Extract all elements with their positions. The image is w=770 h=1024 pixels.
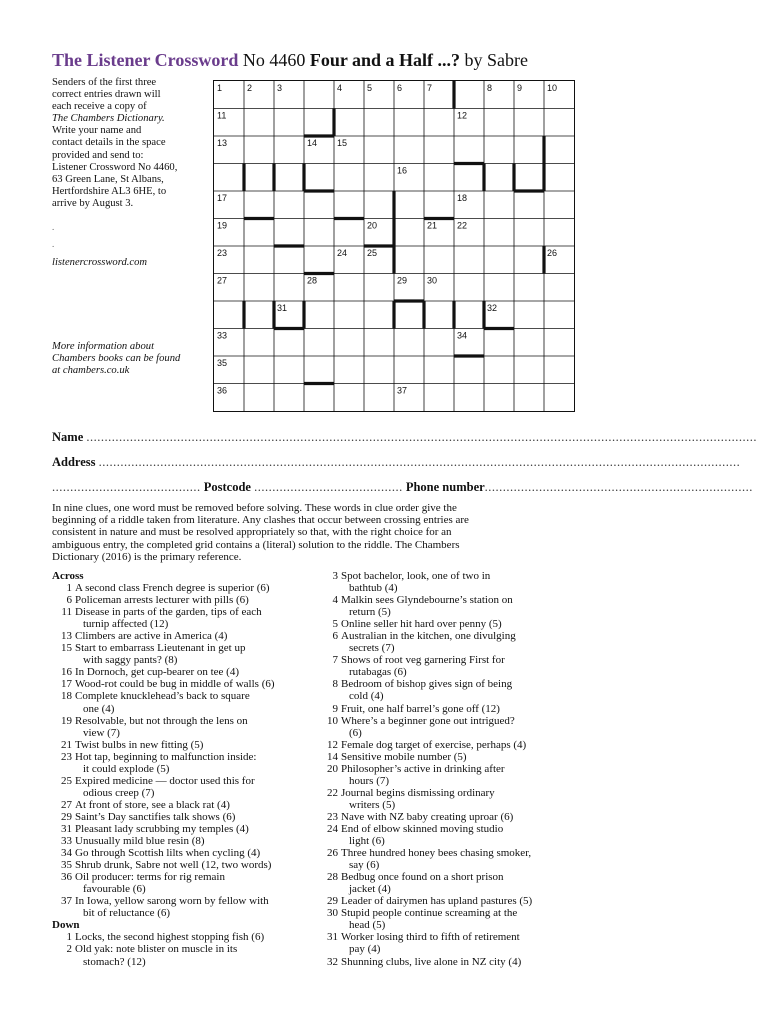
cell-number: 20 xyxy=(367,220,378,231)
name-dots: ......................................................................................................................................................................................... xyxy=(86,430,757,444)
clue xyxy=(318,907,580,931)
clue-text: view (7) xyxy=(83,726,120,739)
clue-text: Old yak: note blister on muscle in its xyxy=(75,943,238,956)
clues-right-column xyxy=(318,570,580,968)
clue xyxy=(52,739,310,751)
clue xyxy=(52,751,310,775)
clue-number: 34 xyxy=(61,847,72,860)
more-info-line: Chambers books can be found xyxy=(52,353,181,364)
clue-number: 17 xyxy=(61,678,72,691)
brand-name: The Listener Crossword xyxy=(52,50,239,70)
clue-text: Complete knucklehead’s back to square xyxy=(75,690,250,703)
clue xyxy=(52,811,310,823)
postcode-label: Postcode xyxy=(203,480,251,494)
cell-number: 29 xyxy=(397,275,408,286)
clue-text: Shows of root veg garnering First for xyxy=(341,654,505,667)
clue-number: 3 xyxy=(332,570,338,582)
clue-text: return (5) xyxy=(349,606,391,619)
clue xyxy=(52,678,310,690)
clue-text: Unusually mild blue resin (8) xyxy=(75,835,205,848)
clue xyxy=(52,630,310,642)
clue xyxy=(318,703,580,715)
clue-number: 15 xyxy=(61,642,72,655)
cell-number: 24 xyxy=(337,248,348,258)
clue-text: Bedbug once found on a short prison xyxy=(341,871,504,884)
clue-text: Three hundred honey bees chasing smoker, xyxy=(341,847,532,860)
clue-text: Nave with NZ baby creating uproar (6) xyxy=(341,810,514,823)
cell-number: 18 xyxy=(457,193,468,203)
cell-number: 19 xyxy=(217,220,228,231)
clue-number: 11 xyxy=(61,606,72,619)
cell-number: 27 xyxy=(217,275,228,286)
clue-text: Sensitive mobile number (5) xyxy=(341,750,467,763)
cell-number: 34 xyxy=(457,330,468,341)
clue-text: pay (4) xyxy=(349,943,381,956)
cell-number: 16 xyxy=(397,165,408,176)
intro-line: contact details in the space xyxy=(52,137,166,149)
clue xyxy=(52,931,310,943)
cell-number: 11 xyxy=(217,110,227,121)
postcode-dots: ......................................... xyxy=(254,480,403,494)
clue xyxy=(318,678,580,702)
clue-text: light (6) xyxy=(349,835,385,848)
clue-text: Malkin sees Glyndebourne’s station on xyxy=(341,594,513,607)
clue-text: cold (4) xyxy=(349,690,384,703)
clue-text: Go through Scottish lilts when cycling (4) xyxy=(75,847,261,860)
clue xyxy=(52,823,310,835)
clue-text: rutabagas (6) xyxy=(349,666,407,679)
clue-text: Locks, the second highest stopping fish (6) xyxy=(75,931,265,944)
clue-number: 29 xyxy=(61,810,72,823)
clue-number: 2 xyxy=(66,943,72,956)
clue-number: 25 xyxy=(61,774,72,787)
clue-text: it could explode (5) xyxy=(83,762,170,775)
cell-number: 1 xyxy=(217,83,223,93)
cell-number: 17 xyxy=(217,193,228,203)
clue xyxy=(318,847,580,871)
cell-number: 3 xyxy=(277,83,283,93)
clue-text: Online seller hit hard over penny (5) xyxy=(341,618,502,631)
across-heading: Across xyxy=(52,570,84,582)
cell-number: 28 xyxy=(307,275,318,286)
clue-text: Female dog target of exercise, perhaps (4) xyxy=(341,738,527,751)
clue-text: Start to embarrass Lieutenant in get up xyxy=(75,642,246,655)
clue xyxy=(52,594,310,606)
clue-text: Policeman arrests lecturer with pills (6) xyxy=(75,594,249,607)
clue-text: In Dornoch, get cup-bearer on tee (4) xyxy=(75,666,240,679)
clue-text: Philosopher’s active in drinking after xyxy=(341,762,505,775)
website-link[interactable]: listenercrossword.com xyxy=(52,257,148,268)
clue xyxy=(52,799,310,811)
clue-text: bathtub (4) xyxy=(349,582,398,595)
clue xyxy=(52,895,310,919)
clue-text: Where’s a beginner gone out intrigued? xyxy=(341,714,515,727)
clue-number: 29 xyxy=(327,895,338,908)
cell-number: 4 xyxy=(337,83,343,93)
cell-number: 2 xyxy=(247,83,253,93)
cell-number: 7 xyxy=(427,83,433,93)
puzzle-name: Four and a Half ...? xyxy=(309,50,461,70)
dot-mark: . xyxy=(52,239,55,249)
clue xyxy=(52,582,310,594)
clue-number: 31 xyxy=(61,822,72,835)
clue xyxy=(52,666,310,678)
clue-text: Australian in the kitchen, one divulging xyxy=(341,630,516,643)
postcode-lead-dots: ......................................... xyxy=(52,480,201,494)
clue xyxy=(318,739,580,751)
clue-text: Climbers are active in America (4) xyxy=(75,630,228,643)
clue xyxy=(318,594,580,618)
clue-text: End of elbow skinned moving studio xyxy=(341,822,504,835)
address-label: Address xyxy=(52,455,96,469)
cell-number: 23 xyxy=(217,248,228,258)
address-dots: ................................................................................................................................................................................. xyxy=(98,455,741,469)
clue-text: hours (7) xyxy=(349,774,390,787)
intro-line: Listener Crossword No 4460, xyxy=(52,161,178,173)
clue xyxy=(52,847,310,859)
across-clues xyxy=(52,582,310,919)
cell-number: 35 xyxy=(217,358,228,368)
clue-text: Leader of dairymen has upland pastures (5) xyxy=(341,895,533,908)
clue-number: 1 xyxy=(66,931,72,944)
clue-number: 23 xyxy=(61,750,72,763)
crossword-grid[interactable] xyxy=(213,80,575,412)
preamble-line: ambiguous entry, the completed grid contains a (literal) solution to the riddle. The Chambers xyxy=(52,538,460,551)
clue xyxy=(318,618,580,630)
clue-number: 22 xyxy=(327,786,338,799)
clue-text: odious creep (7) xyxy=(83,786,155,799)
clue-number: 31 xyxy=(327,931,338,944)
intro-line: arrive by August 3. xyxy=(52,197,134,209)
clue xyxy=(52,775,310,799)
setter-name: by Sabre xyxy=(460,50,529,70)
clue xyxy=(52,835,310,847)
cell-number: 21 xyxy=(427,220,438,231)
intro-line: Write your name and xyxy=(52,125,142,137)
clue-text: A second class French degree is superior (6) xyxy=(75,582,270,595)
clue xyxy=(318,751,580,763)
cell-number: 9 xyxy=(517,83,523,93)
address-field[interactable] xyxy=(52,455,741,470)
cell-number: 15 xyxy=(337,138,348,148)
clue-number: 26 xyxy=(327,847,338,860)
clue-number: 37 xyxy=(61,895,72,908)
clue-number: 13 xyxy=(61,630,72,643)
cell-number: 22 xyxy=(457,220,468,231)
grid-drawing xyxy=(214,81,574,411)
clue-text: In Iowa, yellow sarong worn by fellow with xyxy=(75,895,269,908)
clue-text: Worker losing third to fifth of retirement xyxy=(341,931,520,944)
clue xyxy=(52,690,310,714)
clue-text: Disease in parts of the garden, tips of each xyxy=(75,606,262,619)
clue xyxy=(318,570,580,594)
clue xyxy=(52,943,310,967)
cell-number: 36 xyxy=(217,385,228,396)
more-info xyxy=(52,341,210,377)
puzzle-number: No 4460 xyxy=(238,50,310,70)
preamble-line: consistent in nature and must be resolved appropriately so that, with the right choice for an xyxy=(52,526,452,539)
phone-dots: .......................................................................... xyxy=(484,480,753,494)
clue-number: 36 xyxy=(61,871,72,884)
intro-line: provided and send to: xyxy=(52,149,144,161)
clue xyxy=(318,895,580,907)
cell-number: 6 xyxy=(397,83,403,93)
clue-number: 8 xyxy=(332,678,338,691)
clue-text: Stupid people continue screaming at the xyxy=(341,907,518,920)
name-field[interactable] xyxy=(52,430,757,445)
clue xyxy=(52,859,310,871)
cell-number: 30 xyxy=(427,275,438,286)
clue-number: 30 xyxy=(327,907,338,920)
clue-number: 16 xyxy=(61,666,72,679)
clue-text: Hot tap, beginning to malfunction inside: xyxy=(75,750,257,763)
down-clues-continued xyxy=(318,570,580,968)
clue-text: writers (5) xyxy=(349,798,396,811)
clue-number: 23 xyxy=(327,810,338,823)
intro-line: Senders of the first three xyxy=(52,77,157,88)
down-clues-start xyxy=(52,931,310,967)
clue-number: 27 xyxy=(61,798,72,811)
clue-number: 6 xyxy=(66,594,72,607)
clue xyxy=(318,787,580,811)
cell-number: 25 xyxy=(367,248,378,258)
clue-number: 10 xyxy=(327,714,338,727)
intro-line: Hertfordshire AL3 6HE, to xyxy=(52,185,167,197)
puzzle-title xyxy=(52,50,732,71)
clue-text: Saint’s Day sanctifies talk shows (6) xyxy=(75,810,236,823)
cell-number: 26 xyxy=(547,248,558,258)
clue-number: 12 xyxy=(327,738,338,751)
cell-number: 32 xyxy=(487,303,498,313)
clue-text: Twist bulbs in new fitting (5) xyxy=(75,738,204,751)
cell-number: 5 xyxy=(367,83,373,93)
intro-line: 63 Green Lane, St Albans, xyxy=(52,173,164,185)
clue-text: one (4) xyxy=(83,702,115,715)
clue xyxy=(52,642,310,666)
clue-number: 21 xyxy=(61,738,72,751)
clue-text: At front of store, see a black rat (4) xyxy=(75,798,230,811)
clue-text: favourable (6) xyxy=(83,883,146,896)
clue xyxy=(318,763,580,787)
clue-number: 9 xyxy=(332,702,338,715)
cell-number: 8 xyxy=(487,83,493,93)
clue-number: 28 xyxy=(327,871,338,884)
clue xyxy=(318,871,580,895)
clue-text: Journal begins dismissing ordinary xyxy=(341,786,495,799)
cell-number: 33 xyxy=(217,330,228,341)
clue-text: (6) xyxy=(349,726,362,739)
clue-number: 20 xyxy=(327,762,338,775)
clue-text: Bedroom of bishop gives sign of being xyxy=(341,678,513,691)
intro-line: each receive a copy of xyxy=(52,101,147,113)
preamble-line: In nine clues, one word must be removed before solving. These words in clue order give the xyxy=(52,502,457,514)
intro-line: The Chambers Dictionary. xyxy=(52,113,165,125)
cell-number: 12 xyxy=(457,110,468,121)
clue xyxy=(318,823,580,847)
clue-text: with saggy pants? (8) xyxy=(83,654,178,667)
preamble-line: Dictionary (2016) is the primary reference. xyxy=(52,550,242,563)
name-label: Name xyxy=(52,430,84,444)
clue xyxy=(52,715,310,739)
clue-text: Expired medicine — doctor used this for xyxy=(75,774,255,787)
clue xyxy=(318,654,580,678)
clue-text: jacket (4) xyxy=(349,883,391,896)
clue-number: 24 xyxy=(327,822,338,835)
clue-number: 33 xyxy=(61,835,72,848)
clue-text: turnip affected (12) xyxy=(83,618,169,631)
clue-text: Oil producer: terms for rig remain xyxy=(75,871,225,884)
clue-text: head (5) xyxy=(349,919,386,932)
clue-number: 14 xyxy=(327,750,338,763)
clue-text: Shrub drunk, Sabre not well (12, two words) xyxy=(75,859,272,872)
clue-text: Fruit, one half barrel’s gone off (12) xyxy=(341,702,500,715)
clue-text: say (6) xyxy=(349,859,380,872)
dot-mark: . xyxy=(52,222,55,232)
clue xyxy=(318,715,580,739)
clue-text: Pleasant lady scrubbing my temples (4) xyxy=(75,822,249,835)
preamble xyxy=(52,502,572,563)
entry-instructions xyxy=(52,77,207,210)
clue xyxy=(318,956,580,968)
clue-text: bit of reluctance (6) xyxy=(83,907,171,920)
clue-text: Wood-rot could be bug in middle of walls (6) xyxy=(75,678,275,691)
phone-label: Phone number xyxy=(405,480,485,494)
clue xyxy=(52,871,310,895)
cell-number: 31 xyxy=(277,303,288,313)
cell-number: 37 xyxy=(397,385,408,396)
clue-number: 5 xyxy=(332,618,338,631)
clue-number: 7 xyxy=(332,654,338,667)
clue-text: Shunning clubs, live alone in NZ city (4) xyxy=(341,955,522,968)
clue-number: 4 xyxy=(332,594,338,607)
clue-text: Resolvable, but not through the lens on xyxy=(75,714,248,727)
more-info-line: at chambers.co.uk xyxy=(52,365,130,376)
clue-number: 19 xyxy=(61,714,72,727)
clue-number: 1 xyxy=(66,582,72,595)
cell-number: 13 xyxy=(217,138,228,148)
clue xyxy=(318,931,580,955)
cell-number: 14 xyxy=(307,138,318,148)
more-info-line: More information about xyxy=(52,341,155,352)
clues-left-column xyxy=(52,570,310,968)
preamble-line: beginning of a riddle taken from literature. Any clashes that occur between crossing entries are xyxy=(52,514,469,527)
cell-number: 10 xyxy=(547,83,558,93)
clue-text: Spot bachelor, look, one of two in xyxy=(341,570,491,582)
intro-line: correct entries drawn will xyxy=(52,89,161,101)
clue-text: secrets (7) xyxy=(349,642,395,655)
postcode-phone-field[interactable] xyxy=(52,480,753,495)
clue-number: 32 xyxy=(327,955,338,968)
clue xyxy=(318,811,580,823)
clue-number: 6 xyxy=(332,630,338,643)
clue xyxy=(318,630,580,654)
clue-number: 35 xyxy=(61,859,72,872)
clue xyxy=(52,606,310,630)
clue-text: stomach? (12) xyxy=(83,955,146,968)
down-heading: Down xyxy=(52,919,80,932)
clue-number: 18 xyxy=(61,690,72,703)
